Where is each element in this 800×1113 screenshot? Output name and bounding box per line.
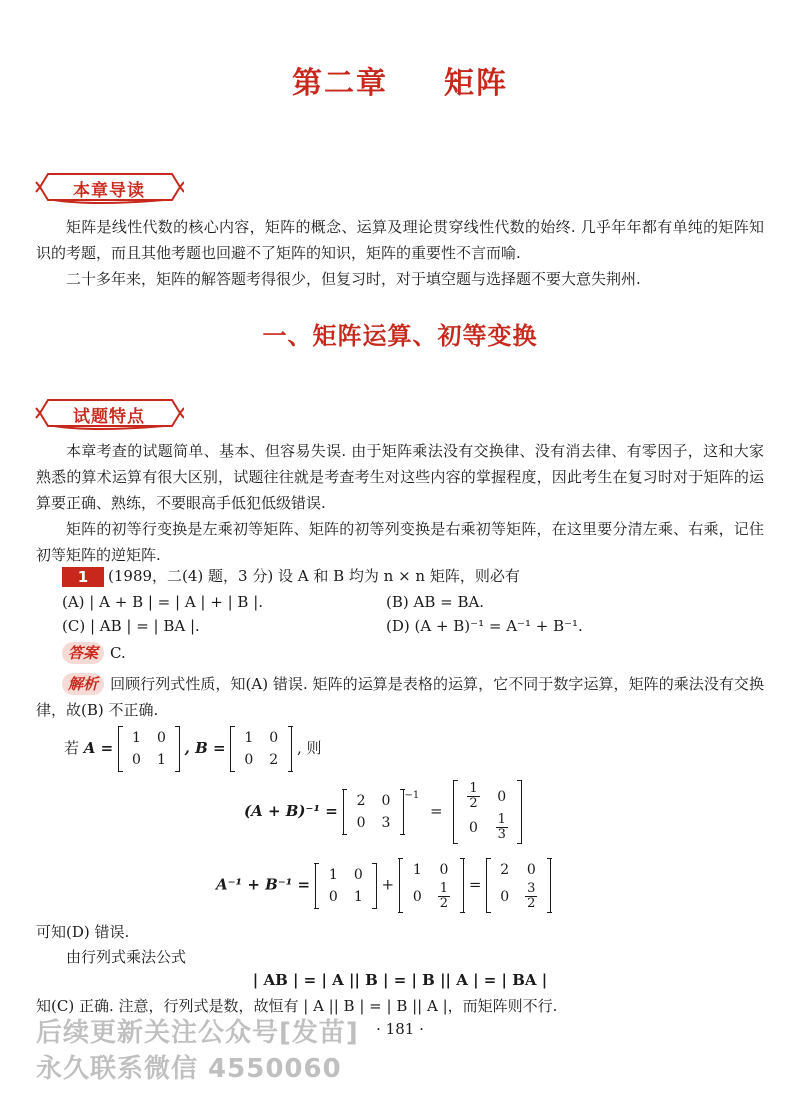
chapter-number: 第二章 bbox=[292, 66, 388, 101]
page-number: · 181 · bbox=[376, 1020, 424, 1038]
option-d: (D) (A + B)⁻¹ = A⁻¹ + B⁻¹. bbox=[386, 617, 583, 635]
determinant-formula: | AB | = | A || B | = | B || A | = | BA | bbox=[252, 971, 548, 989]
matrix-a-label: A = bbox=[83, 739, 114, 757]
question-number: 1 bbox=[62, 567, 104, 587]
features-banner-label: 试题特点 bbox=[73, 407, 145, 427]
option-a: (A) | A + B | = | A | + | B |. bbox=[62, 593, 264, 611]
matrix-b bbox=[230, 726, 292, 772]
matrix-cell: 3 bbox=[381, 815, 391, 831]
matrix-cell: 0 bbox=[412, 888, 422, 905]
matrix-cell: 0 bbox=[353, 866, 363, 883]
question-source: (1989，二(4) 题，3 分) 设 A 和 B 均为 n × n 矩阵，则必有 bbox=[108, 567, 520, 585]
answer-line bbox=[62, 641, 126, 665]
inverse-sum-equation bbox=[216, 858, 551, 913]
fraction: $\frac{3}{2}$ bbox=[527, 881, 536, 911]
matrix-cell: 0 bbox=[356, 815, 366, 831]
matrix-cell: 1 bbox=[132, 730, 141, 746]
a-inverse-matrix bbox=[315, 863, 377, 909]
section-title: 一、矩阵运算、初等变换 bbox=[262, 321, 538, 350]
plus-sign: + bbox=[381, 875, 395, 894]
if-word: 若 bbox=[64, 739, 80, 757]
features-paragraph-1: 本章考查的试题简单、基本、但容易失误. 由于矩阵乘法没有交换律、没有消去律、有零因子，这和大家熟悉的算术运算有很大区别，试题往往就是考查考生对这些内容的掌握程度，因此考生在复习时对于矩阵的运算要正确、熟练，不要眼高手低犯低级错误. bbox=[36, 442, 764, 512]
matrix-cell: 2 bbox=[356, 793, 366, 809]
sum-inverse-label: (A + B)⁻¹ = bbox=[244, 802, 338, 820]
fraction: $\frac{1}{2}$ bbox=[439, 881, 449, 911]
then-word: , 则 bbox=[296, 739, 322, 757]
matrix-cell: 0 bbox=[500, 888, 510, 905]
matrix-a bbox=[118, 726, 180, 772]
matrix-cell: 2 bbox=[269, 752, 279, 768]
formula-intro: 由行列式乘法公式 bbox=[66, 948, 187, 966]
equals-sign: = bbox=[468, 875, 482, 894]
matrix-cell: 0 bbox=[439, 862, 449, 878]
option-b: (B) AB = BA. bbox=[386, 593, 485, 611]
analysis-tag: 解析 bbox=[62, 673, 104, 695]
equals-sign: = bbox=[429, 802, 443, 820]
intro-banner bbox=[34, 170, 184, 204]
features-banner bbox=[34, 396, 184, 430]
matrix-cell: 0 bbox=[381, 793, 391, 809]
matrix-cell: 1 bbox=[353, 888, 363, 905]
chapter-name: 矩阵 bbox=[444, 66, 508, 101]
matrix-cell: 0 bbox=[269, 730, 279, 746]
matrix-cell: 0 bbox=[526, 862, 536, 878]
analysis-text: 回顾行列式性质，知(A) 错误. 矩阵的运算是表格的运算，它不同于数字运算，矩阵的乘法没有交换律，故(B) 不正确. bbox=[36, 675, 764, 719]
matrix-cell: 0 bbox=[469, 819, 478, 836]
matrix-cell: 1 bbox=[412, 862, 422, 878]
sum-inverse-equation bbox=[244, 780, 522, 844]
fraction: $\frac{1}{2}$ bbox=[469, 781, 478, 811]
watermark-line-2: 永久联系微信 4550060 bbox=[36, 1054, 342, 1084]
sum-inverse-matrix bbox=[453, 780, 522, 844]
option-c: (C) | AB | = | BA |. bbox=[62, 617, 200, 635]
matrix-b-label: , B = bbox=[184, 739, 226, 757]
intro-paragraph-1: 矩阵是线性代数的核心内容，矩阵的概念、运算及理论贯穿线性代数的始终. 几乎年年都有单纯的矩阵知识的考题，而且其他考题也回避不了矩阵的知识，矩阵的重要性不言而喻. bbox=[36, 218, 764, 262]
chapter-title bbox=[0, 58, 800, 102]
b-inverse-matrix bbox=[399, 858, 464, 913]
intro-paragraph-2: 二十多年来，矩阵的解答题考得很少，但复习时，对于填空题与选择题不要大意失荆州. bbox=[66, 270, 641, 288]
answer-tag: 答案 bbox=[62, 642, 104, 664]
inverse-superscript: −1 bbox=[404, 790, 420, 801]
matrix-cell: 0 bbox=[156, 730, 166, 746]
matrix-cell: 1 bbox=[156, 752, 166, 768]
sum-matrix bbox=[343, 789, 405, 835]
given-matrices bbox=[64, 726, 322, 772]
matrix-cell: 0 bbox=[244, 752, 254, 768]
watermark-line-1: 后续更新关注公众号[发苗] bbox=[36, 1018, 359, 1048]
intro-banner-label: 本章导读 bbox=[73, 181, 145, 201]
features-paragraph-2: 矩阵的初等行变换是左乘初等矩阵、矩阵的初等列变换是右乘初等矩阵，在这里要分清左乘、右乘，记住初等矩阵的逆矩阵. bbox=[36, 520, 764, 564]
matrix-cell: 2 bbox=[500, 862, 510, 878]
matrix-cell: 1 bbox=[244, 730, 254, 746]
result-matrix bbox=[486, 858, 551, 913]
matrix-cell: 0 bbox=[132, 752, 141, 768]
matrix-cell: 0 bbox=[328, 888, 338, 905]
fraction: $\frac{1}{3}$ bbox=[497, 812, 506, 842]
final-conclusion: 知(C) 正确. 注意，行列式是数，故恒有 | A || B | = | B || A |，而矩阵则不行. bbox=[36, 997, 558, 1015]
answer-value: C. bbox=[110, 644, 126, 662]
d-wrong-line: 可知(D) 错误. bbox=[36, 923, 130, 941]
matrix-cell: 1 bbox=[328, 866, 338, 883]
matrix-cell: 0 bbox=[497, 788, 507, 805]
question-stem bbox=[62, 564, 762, 588]
inverse-sum-label: A⁻¹ + B⁻¹ = bbox=[216, 875, 311, 894]
analysis-paragraph bbox=[36, 671, 764, 723]
